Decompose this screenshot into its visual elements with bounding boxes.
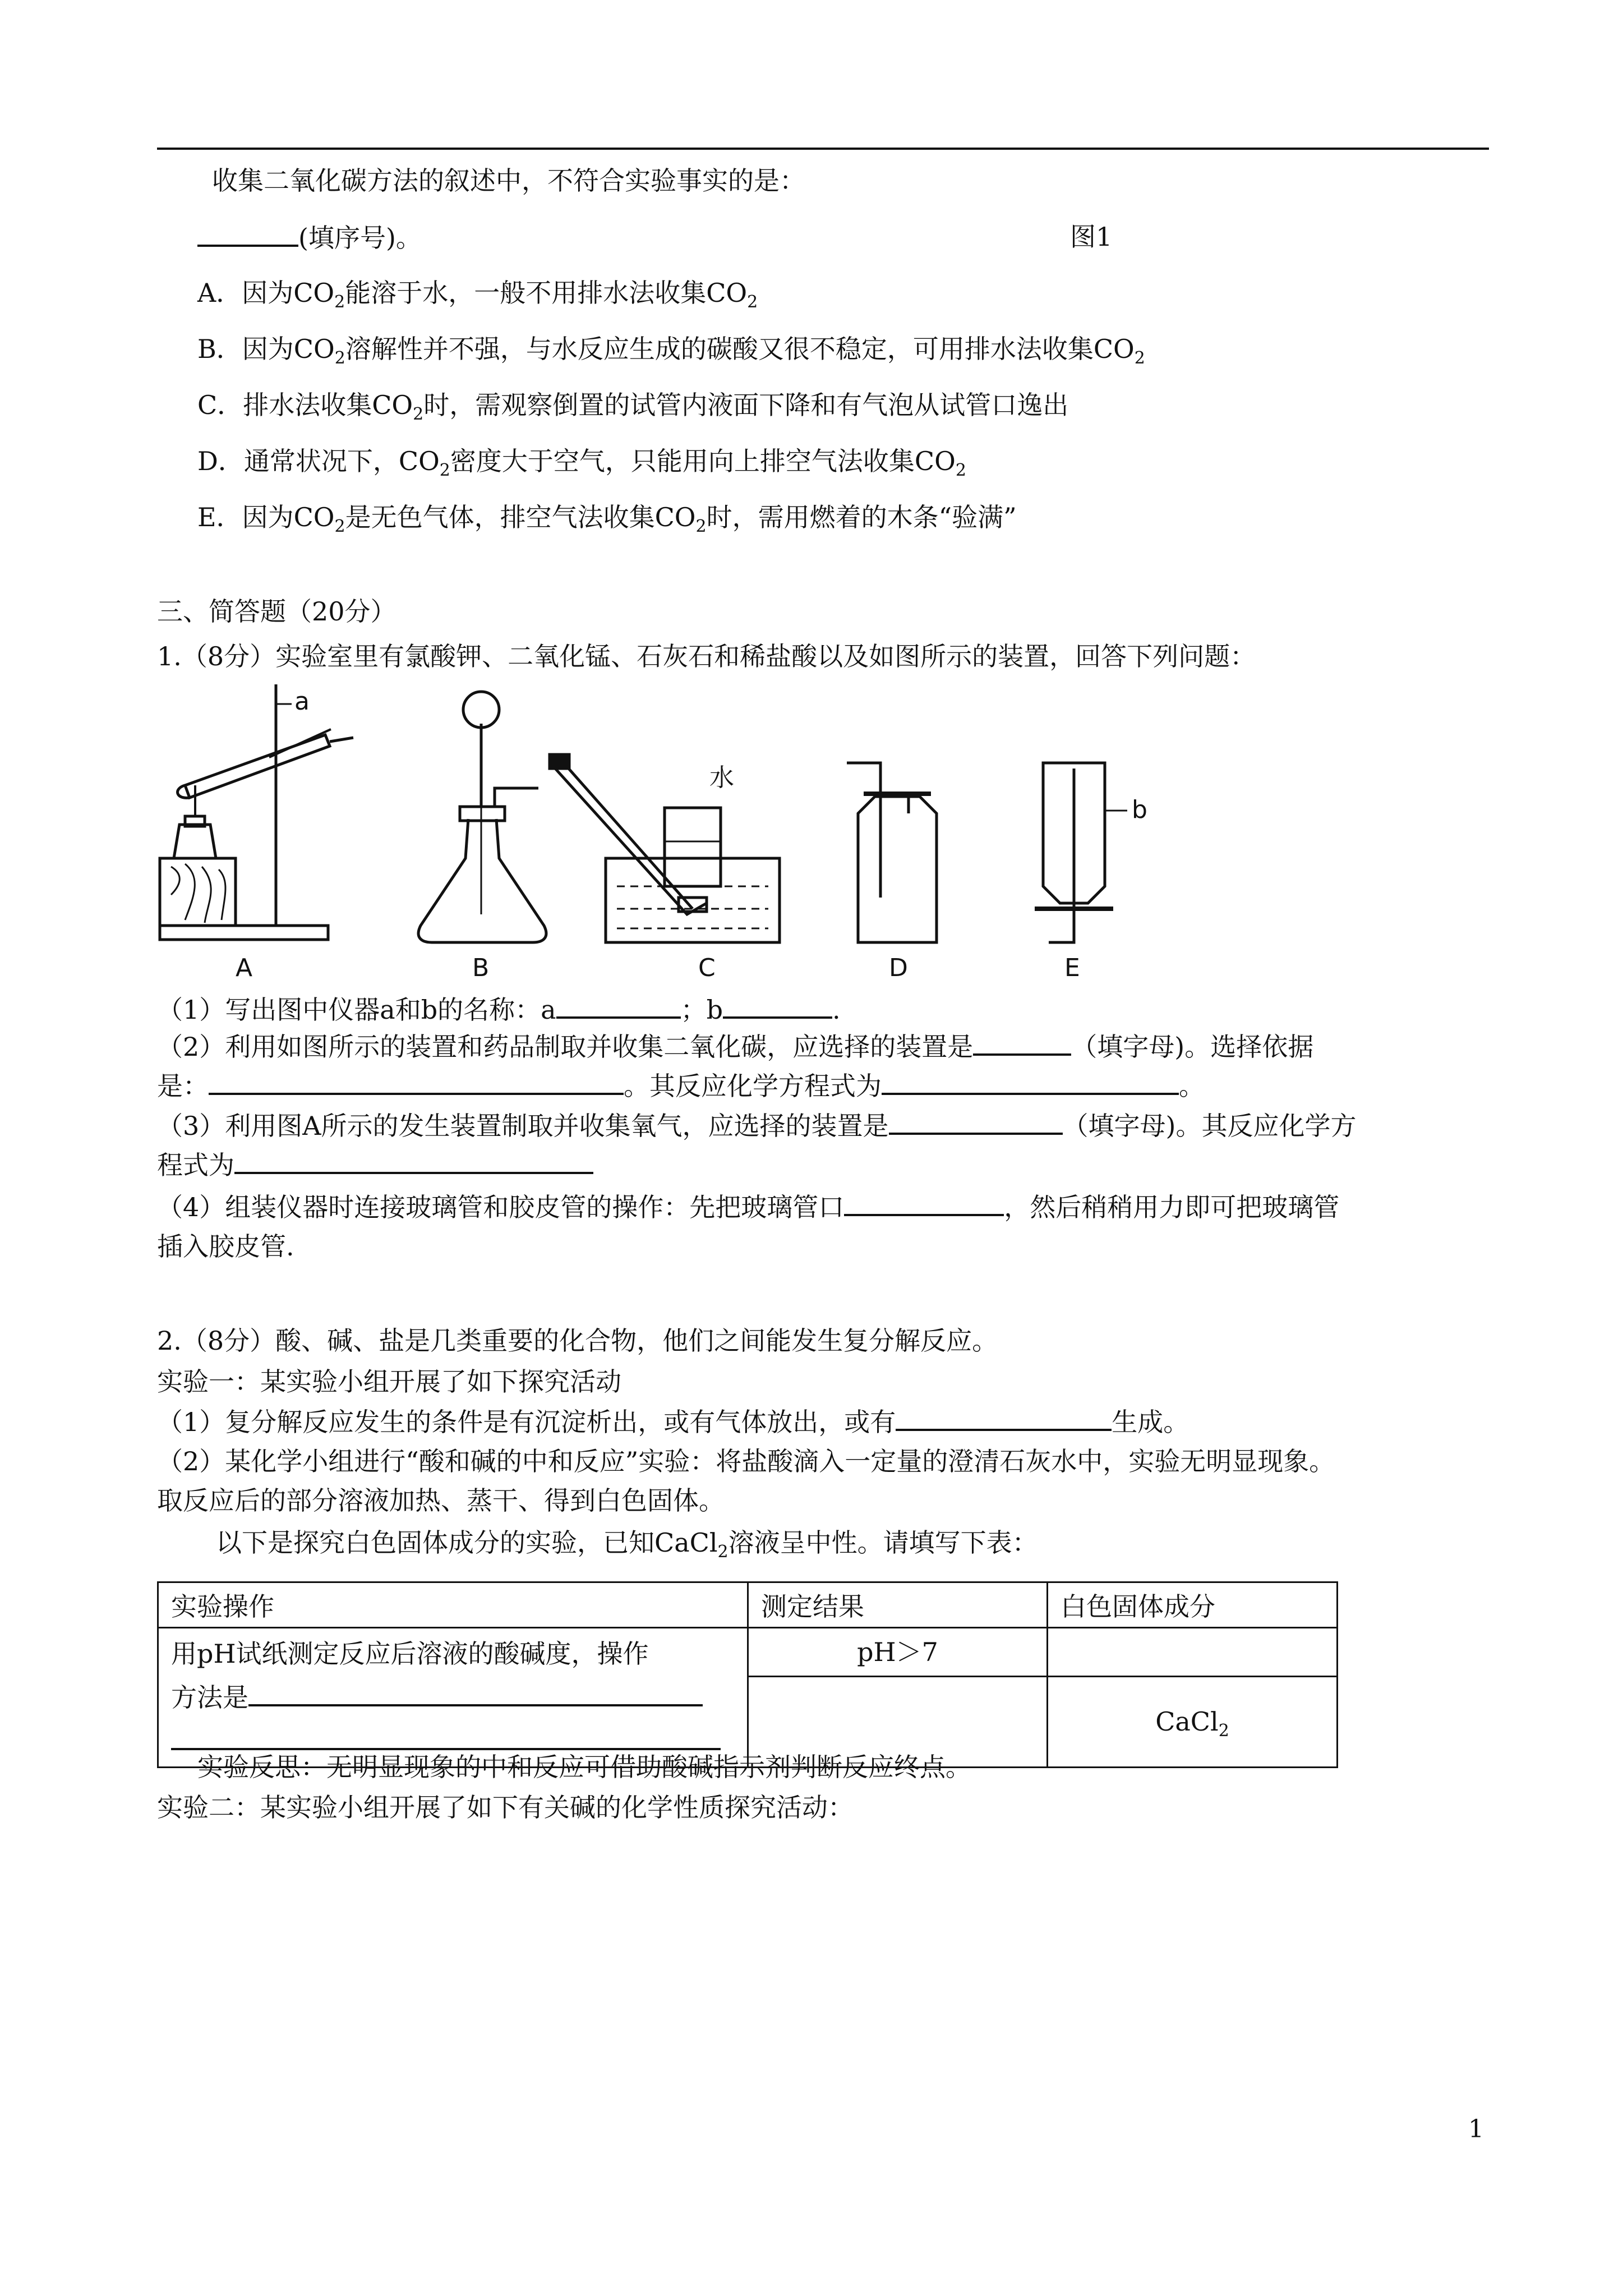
q2-part2: （2）某化学小组进行“酸和碱的中和反应”实验：将盐酸滴入一定量的澄清石灰水中，实验无明显现象。 [157,1446,1335,1476]
apparatus-d-bottle [847,763,937,942]
apparatus-c-trough [550,754,780,942]
q1-part4-cont: 插入胶皮管. [157,1231,294,1262]
q1-part2-cont: 是： 。其反应化学方程式为 。 [157,1068,1205,1103]
blank-co2-device[interactable] [973,1029,1071,1056]
blank-glass-tube[interactable] [844,1189,1004,1216]
apparatus-b-flask [418,692,546,942]
apparatus-label-a: A [236,954,253,982]
apparatus-label-b: B [472,954,490,982]
q1-part4: （4）组装仪器时连接玻璃管和胶皮管的操作：先把玻璃管口 ，然后稍稍用力即可把玻璃管 [157,1189,1339,1224]
answer-blank[interactable] [197,220,298,247]
apparatus-figure [151,673,1217,987]
experiment-table [157,1581,1338,1768]
q1-part2: （2）利用如图所示的装置和药品制取并收集二氧化碳，应选择的装置是 （填字母)。选择依据 [157,1029,1313,1064]
blank-method-line2[interactable] [171,1723,721,1750]
section-title: 三、简答题（20分） [157,596,396,627]
apparatus-a-heater [160,684,353,940]
q2-stem: 2.（8分）酸、碱、盐是几类重要的化合物，他们之间能发生复分解反应。 [157,1326,998,1356]
experiment-reflection: 实验反思：无明显现象的中和反应可借助酸碱指示剂判断反应终点。 [197,1752,971,1782]
figure-label: 图1 [1070,222,1113,252]
q2-part2-cont: 取反应后的部分溶液加热、蒸干、得到白色固体。 [157,1485,725,1516]
blank-equation-co2[interactable] [882,1068,1179,1095]
table-intro: 以下是探究白色固体成分的实验，已知CaCl$_2$溶液呈中性。请填写下表： [216,1527,1038,1562]
apparatus-label-e: E [1064,954,1080,982]
option-e: E．因为$CO_2$是无色气体，排空气法收集$CO_2$时，需用燃着的木条“验满” [197,502,1017,537]
table-header-operation: 实验操作 [158,1582,748,1628]
apparatus-e-bottle [1035,763,1127,942]
apparatus-label-c: C [698,954,716,982]
page-number: 1 [1468,2115,1484,2143]
apparatus-label-d: D [889,954,908,982]
question-stem-line: 收集二氧化碳方法的叙述中，不符合实验事实的是： [212,165,805,196]
table-header-result: 测定结果 [748,1582,1048,1628]
q2-part1: （1）复分解反应发生的条件是有沉淀析出，或有气体放出，或有 生成。 [157,1404,1189,1439]
table-cell-component-2: CaCl$_2$ [1048,1676,1338,1767]
experiment-two-title: 实验二：某实验小组开展了如下有关碱的化学性质探究活动： [157,1792,854,1823]
table-cell-operation: 用pH试纸测定反应后溶液的酸碱度，操作 方法是 [158,1628,748,1768]
experiment-one-title: 实验一：某实验小组开展了如下探究活动 [157,1366,621,1397]
blank-a[interactable] [556,992,681,1019]
table-cell-result-1: pH＞7 [748,1628,1048,1677]
blank-method[interactable] [248,1680,703,1706]
instrument-label-a: a [294,687,310,716]
blank-equation-o2[interactable] [234,1147,593,1174]
blank-b[interactable] [723,992,832,1019]
table-header-component: 白色固体成分 [1048,1582,1338,1628]
answer-line-option: (填序号)。 [197,220,422,255]
q1-part1: （1）写出图中仪器a和b的名称：a ；b . [157,992,841,1027]
table-cell-component-1[interactable] [1048,1628,1338,1677]
q1-stem: 1.（8分）实验室里有氯酸钾、二氧化锰、石灰石和稀盐酸以及如图所示的装置，回答下列问题： [157,641,1256,671]
q1-part3: （3）利用图A所示的发生装置制取并收集氧气，应选择的装置是 （填字母)。其反应化学方 [157,1108,1356,1143]
header-rule [157,148,1489,150]
option-d: D．通常状况下，$CO_2$密度大于空气，只能用向上排空气法收集$CO_2$ [197,446,966,481]
blank-basis[interactable] [209,1068,624,1095]
option-b: B．因为$CO_2$溶解性并不强，与水反应生成的碳酸又很不稳定，可用排水法收集$CO_2$ [197,334,1145,369]
blank-condition[interactable] [896,1404,1112,1431]
q1-part3-cont: 程式为 [157,1147,593,1182]
option-c: C．排水法收集$CO_2$时，需观察倒置的试管内液面下降和有气泡从试管口逸出 [197,390,1069,425]
blank-o2-device[interactable] [889,1108,1063,1135]
water-label: 水 [709,763,734,792]
option-a: A．因为$CO_2$能溶于水，一般不用排水法收集$CO_2$ [197,278,758,312]
instrument-label-b: b [1132,795,1147,824]
